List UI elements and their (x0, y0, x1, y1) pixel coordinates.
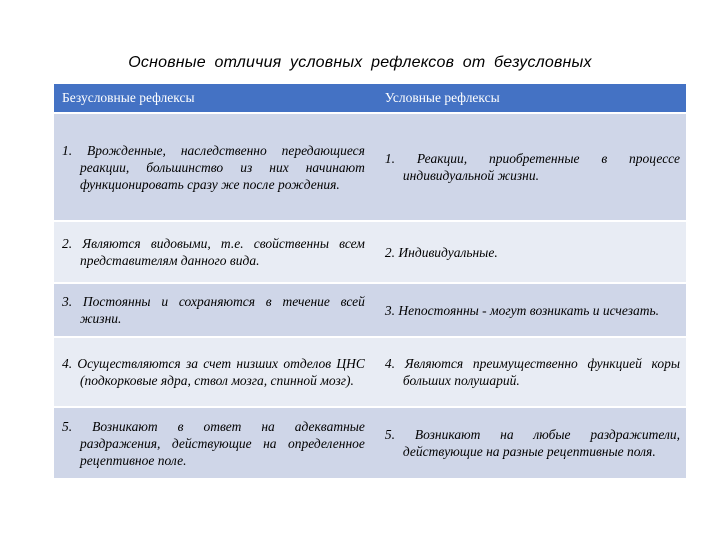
unconditioned-cell-3 (54, 282, 371, 336)
unconditioned-cell-4 (54, 336, 371, 406)
cell-text: 2. Являются видовыми, т.е. свойственны всем представителям данного вида. (62, 236, 365, 268)
table-row (54, 406, 686, 478)
comparison-table (54, 84, 686, 478)
cell-text: 5. Возникают в ответ на адекватные раздражения, действующие на определенное рецептивное поле. (62, 418, 365, 468)
table-row (54, 112, 686, 220)
table-row (54, 220, 686, 282)
conditioned-cell-1 (371, 112, 686, 220)
cell-text: 3. Непостоянны - могут возникать и исчезать. (384, 302, 659, 318)
cell-text: 1. Врожденные, наследственно передающиеся реакции, большинство из них начинают функционировать сразу же после рождения. (62, 142, 365, 192)
unconditioned-cell-2 (54, 220, 371, 282)
table-header-row (54, 84, 686, 112)
unconditioned-cell-5 (54, 406, 371, 478)
cell-text: 3. Постоянны и сохраняются в течение всей жизни. (62, 294, 365, 326)
table-row (54, 336, 686, 406)
conditioned-cell-2 (371, 220, 686, 282)
conditioned-cell-4 (371, 336, 686, 406)
table-row (54, 282, 686, 336)
unconditioned-cell-1 (54, 112, 371, 220)
cell-text: 4. Являются преимущественно функцией коры больших полушарий. (384, 356, 680, 388)
header-unconditioned: Безусловные рефлексы (54, 84, 371, 112)
cell-text: 5. Возникают на любые раздражители, действующие на разные рецептивные поля. (384, 427, 680, 459)
page-title: Основные отличия условных рефлексов от безусловных (128, 54, 592, 71)
cell-text: 4. Осуществляются за счет низших отделов ЦНС (подкорковые ядра, ствол мозга, спинной мозг). (62, 356, 365, 388)
header-conditioned: Условные рефлексы (371, 84, 686, 112)
cell-text: 1. Реакции, приобретенные в процессе индивидуальной жизни. (384, 151, 680, 183)
cell-text: 2. Индивидуальные. (384, 244, 498, 260)
conditioned-cell-5 (371, 406, 686, 478)
conditioned-cell-3 (371, 282, 686, 336)
